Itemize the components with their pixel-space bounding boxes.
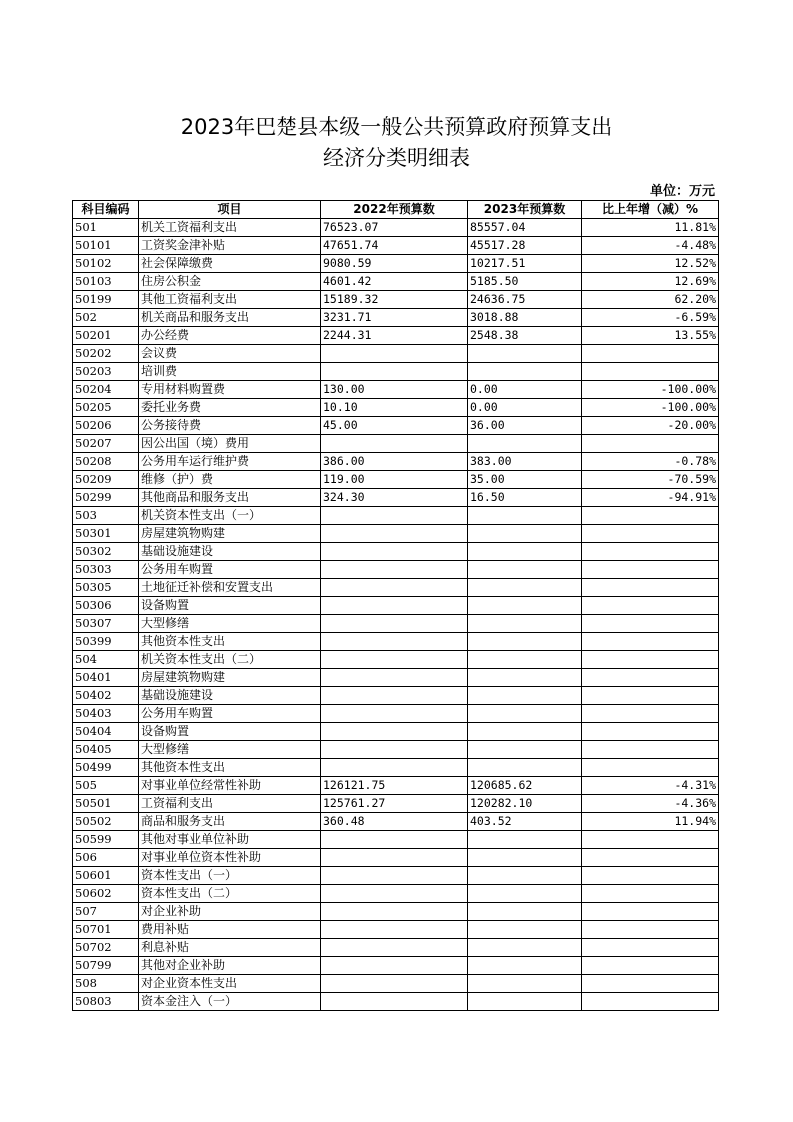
cell-item: 大型修缮 [139,615,321,633]
cell-code: 50103 [73,273,139,291]
cell-2023-budget: 45517.28 [468,237,582,255]
cell-2022-budget [321,849,468,867]
cell-item: 资本金注入（一） [139,993,321,1011]
cell-change-pct: -4.48% [582,237,719,255]
cell-2022-budget [321,651,468,669]
cell-2023-budget: 120685.62 [468,777,582,795]
cell-2023-budget [468,723,582,741]
table-row [73,381,719,399]
cell-code: 50702 [73,939,139,957]
cell-2022-budget: 45.00 [321,417,468,435]
table-row [73,579,719,597]
cell-change-pct: 11.81% [582,219,719,237]
cell-change-pct [582,975,719,993]
cell-2023-budget: 24636.75 [468,291,582,309]
header-change-pct: 比上年增（减）% [582,201,719,219]
cell-item: 公务用车运行维护费 [139,453,321,471]
cell-change-pct [582,957,719,975]
cell-change-pct: -0.78% [582,453,719,471]
cell-2022-budget [321,975,468,993]
cell-2023-budget: 10217.51 [468,255,582,273]
cell-item: 社会保障缴费 [139,255,321,273]
table-row [73,957,719,975]
cell-item: 其他工资福利支出 [139,291,321,309]
cell-item: 因公出国（境）费用 [139,435,321,453]
cell-2023-budget: 0.00 [468,399,582,417]
cell-item: 工资奖金津补贴 [139,237,321,255]
cell-item: 机关工资福利支出 [139,219,321,237]
cell-change-pct [582,345,719,363]
cell-item: 对企业资本性支出 [139,975,321,993]
cell-change-pct: -4.36% [582,795,719,813]
cell-2023-budget [468,975,582,993]
cell-code: 50502 [73,813,139,831]
cell-2023-budget [468,435,582,453]
cell-2022-budget: 76523.07 [321,219,468,237]
cell-2022-budget: 4601.42 [321,273,468,291]
cell-change-pct: -6.59% [582,309,719,327]
cell-2022-budget [321,579,468,597]
cell-2022-budget: 126121.75 [321,777,468,795]
cell-2022-budget: 119.00 [321,471,468,489]
cell-code: 50102 [73,255,139,273]
cell-2022-budget [321,543,468,561]
cell-code: 50201 [73,327,139,345]
table-row [73,327,719,345]
cell-change-pct [582,723,719,741]
cell-2023-budget: 3018.88 [468,309,582,327]
table-row [73,975,719,993]
cell-2023-budget [468,669,582,687]
document-title-line2: 经济分类明细表 [323,146,470,170]
cell-code: 508 [73,975,139,993]
table-row [73,291,719,309]
cell-2023-budget: 36.00 [468,417,582,435]
cell-2023-budget [468,651,582,669]
cell-change-pct [582,993,719,1011]
cell-item: 设备购置 [139,723,321,741]
cell-change-pct [582,597,719,615]
cell-item: 机关资本性支出（一） [139,507,321,525]
cell-2023-budget [468,831,582,849]
cell-change-pct: -100.00% [582,399,719,417]
cell-2022-budget [321,705,468,723]
cell-item: 公务接待费 [139,417,321,435]
cell-code: 501 [73,219,139,237]
cell-item: 其他对事业单位补助 [139,831,321,849]
cell-2022-budget [321,921,468,939]
header-2022-budget: 2022年预算数 [321,201,468,219]
cell-change-pct [582,939,719,957]
table-row [73,309,719,327]
cell-item: 对事业单位资本性补助 [139,849,321,867]
cell-change-pct: 11.94% [582,813,719,831]
cell-item: 对事业单位经常性补助 [139,777,321,795]
cell-2023-budget [468,705,582,723]
cell-change-pct: 13.55% [582,327,719,345]
cell-code: 50202 [73,345,139,363]
cell-code: 50101 [73,237,139,255]
header-code: 科目编码 [73,201,139,219]
table-row [73,399,719,417]
cell-2022-budget [321,561,468,579]
cell-item: 机关商品和服务支出 [139,309,321,327]
cell-change-pct: -100.00% [582,381,719,399]
table-row [73,543,719,561]
cell-code: 504 [73,651,139,669]
cell-item: 专用材料购置费 [139,381,321,399]
cell-code: 50799 [73,957,139,975]
cell-code: 50301 [73,525,139,543]
cell-2022-budget: 324.30 [321,489,468,507]
cell-2022-budget [321,831,468,849]
table-row [73,255,719,273]
cell-2022-budget: 360.48 [321,813,468,831]
cell-change-pct [582,525,719,543]
cell-2022-budget [321,633,468,651]
cell-item: 大型修缮 [139,741,321,759]
table-row [73,507,719,525]
cell-code: 50305 [73,579,139,597]
table-row [73,633,719,651]
cell-2023-budget [468,993,582,1011]
table-body [73,219,719,1011]
table-row [73,561,719,579]
table-row [73,417,719,435]
cell-2022-budget [321,903,468,921]
table-row [73,723,719,741]
table-row [73,831,719,849]
cell-change-pct [582,615,719,633]
header-2023-budget: 2023年预算数 [468,201,582,219]
cell-change-pct [582,759,719,777]
cell-code: 50599 [73,831,139,849]
cell-code: 50399 [73,633,139,651]
table-row [73,687,719,705]
cell-item: 其他商品和服务支出 [139,489,321,507]
cell-2022-budget [321,597,468,615]
cell-item: 基础设施建设 [139,687,321,705]
cell-code: 506 [73,849,139,867]
cell-2023-budget: 16.50 [468,489,582,507]
cell-code: 50401 [73,669,139,687]
cell-2023-budget [468,939,582,957]
cell-code: 50209 [73,471,139,489]
cell-change-pct [582,507,719,525]
cell-2022-budget [321,363,468,381]
cell-2023-budget [468,957,582,975]
cell-item: 办公经费 [139,327,321,345]
cell-change-pct: 12.52% [582,255,719,273]
cell-change-pct [582,885,719,903]
header-item: 项目 [139,201,321,219]
cell-code: 50803 [73,993,139,1011]
cell-2023-budget: 403.52 [468,813,582,831]
cell-code: 505 [73,777,139,795]
cell-code: 50207 [73,435,139,453]
cell-change-pct [582,705,719,723]
cell-2022-budget [321,741,468,759]
table-row [73,597,719,615]
cell-item: 住房公积金 [139,273,321,291]
table-row [73,705,719,723]
cell-item: 资本性支出（二） [139,885,321,903]
cell-2022-budget [321,867,468,885]
table-row [73,921,719,939]
cell-2023-budget: 35.00 [468,471,582,489]
cell-2023-budget: 5185.50 [468,273,582,291]
cell-item: 培训费 [139,363,321,381]
table-row [73,759,719,777]
cell-code: 507 [73,903,139,921]
cell-item: 商品和服务支出 [139,813,321,831]
cell-item: 设备购置 [139,597,321,615]
cell-2023-budget [468,759,582,777]
cell-2023-budget [468,597,582,615]
cell-2023-budget [468,849,582,867]
cell-code: 50306 [73,597,139,615]
cell-change-pct [582,543,719,561]
cell-code: 50404 [73,723,139,741]
cell-2022-budget: 47651.74 [321,237,468,255]
cell-2022-budget [321,435,468,453]
cell-code: 502 [73,309,139,327]
cell-code: 50601 [73,867,139,885]
cell-2023-budget [468,921,582,939]
cell-2023-budget [468,903,582,921]
cell-2022-budget [321,759,468,777]
cell-code: 50204 [73,381,139,399]
budget-table [72,200,719,1011]
cell-2023-budget [468,525,582,543]
table-row [73,939,719,957]
cell-item: 资本性支出（一） [139,867,321,885]
cell-change-pct [582,867,719,885]
cell-change-pct [582,831,719,849]
cell-2022-budget: 10.10 [321,399,468,417]
table-row [73,885,719,903]
cell-2022-budget [321,939,468,957]
cell-2022-budget [321,615,468,633]
document-title-line1: 2023年巴楚县本级一般公共预算政府预算支出 [180,115,613,139]
cell-2022-budget: 130.00 [321,381,468,399]
cell-item: 土地征迁补偿和安置支出 [139,579,321,597]
cell-code: 50501 [73,795,139,813]
cell-2022-budget [321,687,468,705]
table-row [73,849,719,867]
table-row [73,453,719,471]
cell-change-pct: -70.59% [582,471,719,489]
table-row [73,489,719,507]
table-row [73,813,719,831]
table-row [73,363,719,381]
cell-change-pct: -20.00% [582,417,719,435]
cell-change-pct: 12.69% [582,273,719,291]
cell-code: 50208 [73,453,139,471]
cell-code: 50701 [73,921,139,939]
cell-item: 对企业补助 [139,903,321,921]
table-row [73,615,719,633]
cell-change-pct [582,669,719,687]
cell-code: 50206 [73,417,139,435]
cell-code: 50602 [73,885,139,903]
cell-2022-budget [321,525,468,543]
cell-2023-budget [468,561,582,579]
cell-change-pct [582,561,719,579]
cell-code: 50402 [73,687,139,705]
table-row [73,741,719,759]
cell-code: 50303 [73,561,139,579]
cell-2023-budget [468,363,582,381]
cell-2022-budget: 9080.59 [321,255,468,273]
cell-change-pct [582,921,719,939]
cell-2023-budget [468,345,582,363]
cell-item: 维修（护）费 [139,471,321,489]
cell-item: 房屋建筑物购建 [139,669,321,687]
cell-item: 其他对企业补助 [139,957,321,975]
table-row [73,651,719,669]
cell-change-pct [582,363,719,381]
cell-2022-budget [321,507,468,525]
cell-code: 50299 [73,489,139,507]
table-row [73,525,719,543]
cell-change-pct [582,849,719,867]
cell-change-pct [582,741,719,759]
table-row [73,435,719,453]
cell-2022-budget: 15189.32 [321,291,468,309]
table-row [73,219,719,237]
cell-item: 会议费 [139,345,321,363]
cell-2022-budget [321,957,468,975]
cell-2023-budget [468,885,582,903]
table-row [73,903,719,921]
cell-code: 50203 [73,363,139,381]
cell-2023-budget [468,867,582,885]
cell-item: 其他资本性支出 [139,633,321,651]
cell-code: 50405 [73,741,139,759]
cell-2022-budget [321,885,468,903]
table-row [73,471,719,489]
cell-2023-budget [468,633,582,651]
cell-2022-budget: 386.00 [321,453,468,471]
cell-item: 房屋建筑物购建 [139,525,321,543]
cell-code: 50205 [73,399,139,417]
cell-2022-budget [321,345,468,363]
cell-change-pct [582,435,719,453]
cell-change-pct [582,687,719,705]
cell-item: 其他资本性支出 [139,759,321,777]
cell-change-pct [582,651,719,669]
cell-2022-budget [321,669,468,687]
cell-code: 503 [73,507,139,525]
table-row [73,795,719,813]
cell-2023-budget: 383.00 [468,453,582,471]
cell-code: 50403 [73,705,139,723]
unit-label: 单位：万元 [649,184,715,199]
cell-2022-budget: 3231.71 [321,309,468,327]
cell-2023-budget [468,579,582,597]
table-row [73,345,719,363]
cell-code: 50499 [73,759,139,777]
table-row [73,237,719,255]
table-header-row [73,201,719,219]
cell-change-pct [582,903,719,921]
cell-2023-budget: 2548.38 [468,327,582,345]
cell-item: 公务用车购置 [139,561,321,579]
cell-change-pct: -94.91% [582,489,719,507]
cell-2023-budget: 0.00 [468,381,582,399]
cell-item: 公务用车购置 [139,705,321,723]
cell-item: 工资福利支出 [139,795,321,813]
cell-2023-budget [468,543,582,561]
cell-item: 机关资本性支出（二） [139,651,321,669]
cell-code: 50307 [73,615,139,633]
cell-2023-budget: 120282.10 [468,795,582,813]
cell-change-pct [582,633,719,651]
cell-item: 利息补贴 [139,939,321,957]
table-row [73,273,719,291]
table-row [73,993,719,1011]
cell-2023-budget [468,615,582,633]
cell-item: 费用补贴 [139,921,321,939]
cell-code: 50199 [73,291,139,309]
cell-change-pct: 62.20% [582,291,719,309]
cell-item: 委托业务费 [139,399,321,417]
table-row [73,777,719,795]
cell-change-pct: -4.31% [582,777,719,795]
cell-2023-budget [468,741,582,759]
cell-2023-budget [468,507,582,525]
cell-code: 50302 [73,543,139,561]
cell-change-pct [582,579,719,597]
table-row [73,669,719,687]
cell-2022-budget [321,723,468,741]
cell-2023-budget [468,687,582,705]
cell-2023-budget: 85557.04 [468,219,582,237]
cell-2022-budget: 2244.31 [321,327,468,345]
cell-2022-budget: 125761.27 [321,795,468,813]
cell-item: 基础设施建设 [139,543,321,561]
cell-2022-budget [321,993,468,1011]
table-row [73,867,719,885]
